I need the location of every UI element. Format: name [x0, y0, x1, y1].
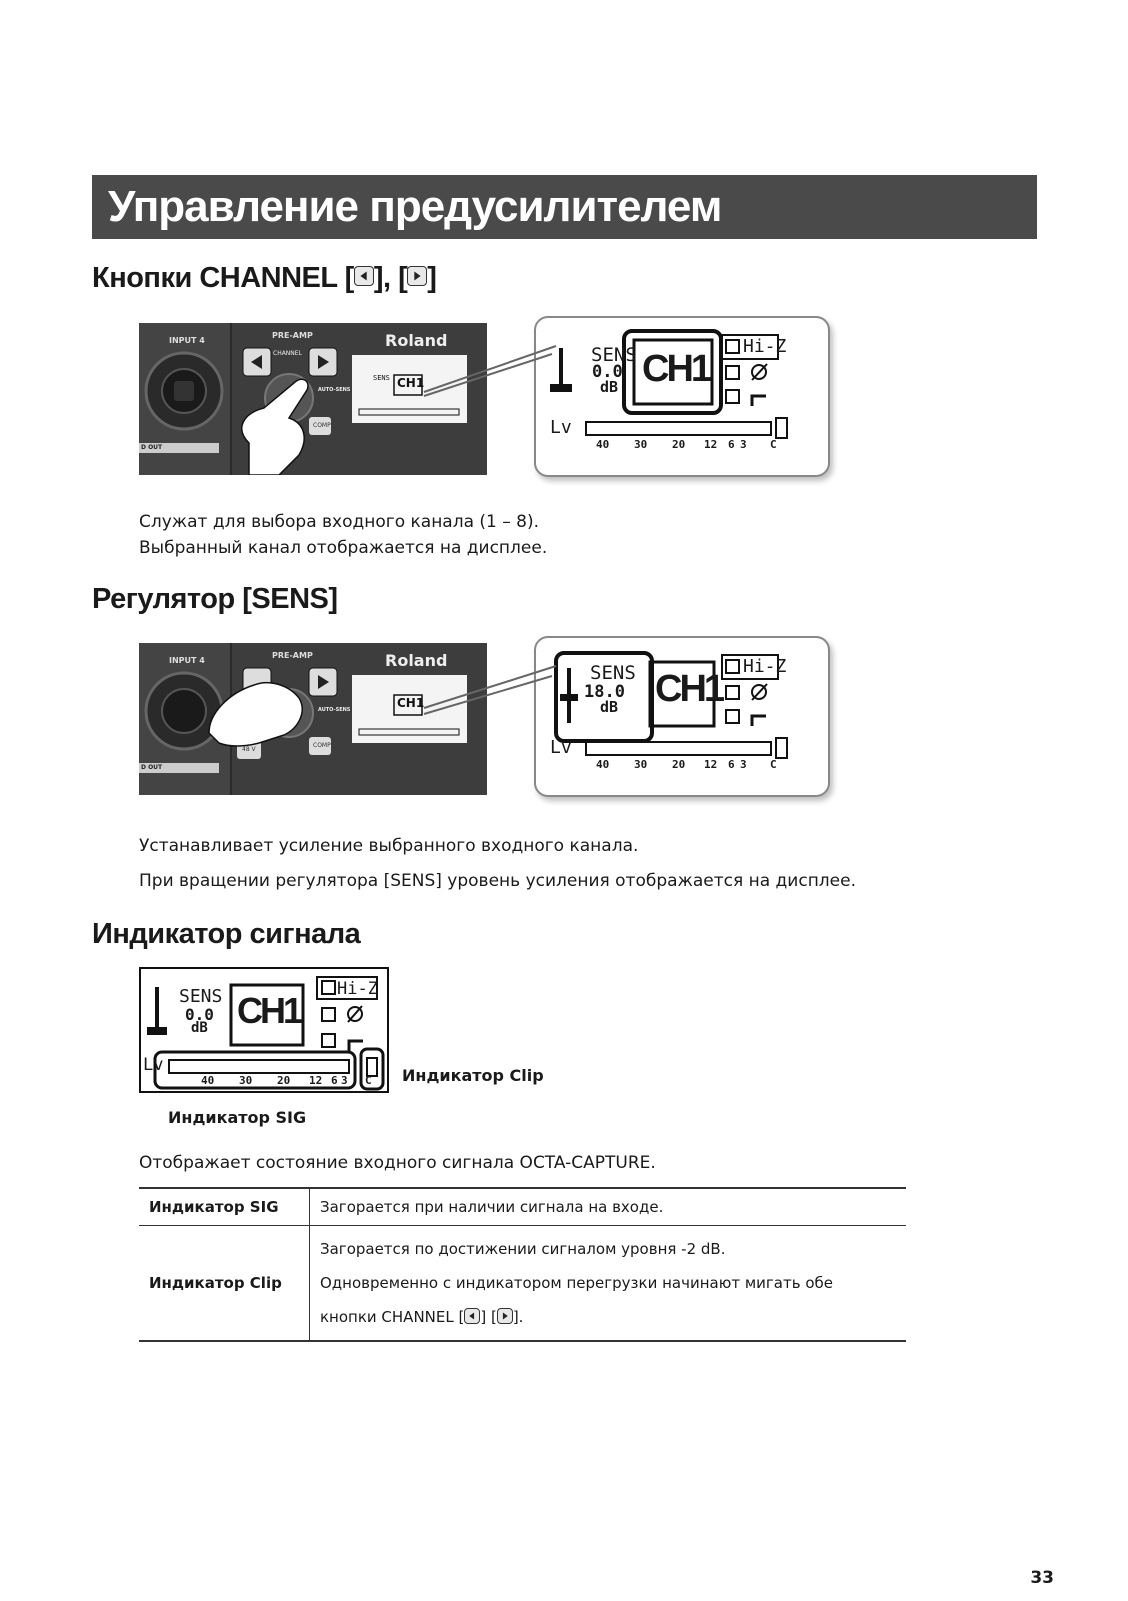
display-zoom-channel: [534, 316, 830, 477]
panel-preamp-label: PRE-AMP: [272, 331, 313, 340]
zoom2-lv: Lv: [550, 737, 572, 758]
zoom2-sens-unit: dB: [600, 698, 619, 716]
panel2-brand: Roland: [385, 651, 448, 670]
ind-sens-value: 0.0: [185, 1005, 214, 1024]
panel-input-label: INPUT 4: [169, 336, 205, 345]
zoom1-channel: CH1: [642, 348, 710, 390]
zoom2-scale-c: C: [770, 758, 777, 771]
clip-line-2: Одновременно с индикатором перегрузки начинают мигать обе: [320, 1274, 833, 1292]
ind-scale-30: 30: [239, 1074, 253, 1087]
channel-desc-1: Служат для выбора входного канала (1 – 8).: [139, 512, 540, 532]
ind-sens-label: SENS: [179, 986, 223, 1007]
zoom2-channel: CH1: [655, 668, 723, 710]
table-header-sig: Индикатор SIG: [139, 1188, 310, 1226]
zoom2-scale-40: 40: [596, 758, 610, 771]
ind-scale-6: 6: [331, 1074, 338, 1087]
channel-heading: [92, 262, 436, 295]
zoom1-sens-label: SENS: [591, 344, 637, 366]
channel-heading-end: ]: [427, 262, 437, 294]
ind-scale-40: 40: [201, 1074, 215, 1087]
table-header-clip: Индикатор Clip: [139, 1226, 310, 1342]
channel-left-key-icon: [354, 266, 374, 286]
zoom2-scale: [596, 758, 777, 771]
table-cell-sig: Загорается при наличии сигнала на входе.: [310, 1188, 907, 1226]
zoom2-hiz: Hi-Z: [743, 656, 787, 677]
ind-scale-3: 3: [341, 1074, 348, 1087]
clip-indicator-label: Индикатор Clip: [402, 1066, 544, 1085]
ind-hiz: Hi-Z: [337, 979, 378, 999]
channel-desc-2: Выбранный канал отображается на дисплее.: [139, 538, 548, 558]
zoom1-scale-6: 6: [728, 438, 735, 451]
zoom1-sens-unit: dB: [600, 378, 619, 396]
panel-out-label: D OUT: [141, 444, 163, 451]
sens-desc-2: При вращении регулятора [SENS] уровень усиления отображается на дисплее.: [139, 871, 856, 891]
channel-left-key-icon: [464, 1308, 480, 1324]
table-row: [139, 1188, 906, 1226]
table-row: [139, 1226, 906, 1342]
channel-heading-sep: ], [: [373, 262, 408, 294]
zoom1-scale-12: 12: [704, 438, 718, 451]
ind-channel: CH1: [237, 990, 301, 1031]
panel-comp-label: COMP: [313, 422, 331, 429]
channel-heading-text: Кнопки CHANNEL [: [92, 262, 354, 294]
panel2-comp-label: COMP: [313, 742, 331, 749]
zoom2-scale-12: 12: [704, 758, 718, 771]
page-title-bar: [92, 175, 1037, 239]
clip-line-3: [320, 1300, 896, 1334]
ind-scale-c: C: [365, 1074, 372, 1087]
table-cell-clip: [310, 1226, 907, 1342]
clip-line-3-suffix: ].: [512, 1308, 524, 1326]
page-number: 33: [1030, 1568, 1054, 1588]
panel-display-sens: SENS: [373, 374, 390, 382]
panel-channel-label: CHANNEL: [273, 350, 302, 357]
ind-lv: Lv: [143, 1055, 164, 1075]
zoom1-scale: [596, 438, 777, 451]
page-title: Управление предусилителем: [108, 182, 722, 231]
callout-line-1: [420, 340, 560, 400]
channel-right-key-icon: [407, 266, 427, 286]
ind-scale-20: 20: [277, 1074, 291, 1087]
sig-indicator-label: Индикатор SIG: [168, 1108, 307, 1127]
zoom2-sens-value: 18.0: [584, 682, 625, 702]
ind-sens-unit: dB: [191, 1020, 208, 1036]
sens-desc-1: Устанавливает усиление выбранного входного канала.: [139, 836, 639, 856]
panel-brand: Roland: [385, 331, 448, 350]
zoom1-scale-20: 20: [672, 438, 686, 451]
ind-scale-12: 12: [309, 1074, 323, 1087]
panel2-preamp-label: PRE-AMP: [272, 651, 313, 660]
zoom2-scale-30: 30: [634, 758, 648, 771]
zoom1-sens-value: 0.0: [592, 362, 623, 382]
panel2-phantom-label: 48 V: [242, 746, 256, 753]
clip-line-3-prefix: кнопки CHANNEL [: [320, 1308, 465, 1326]
zoom2-scale-20: 20: [672, 758, 686, 771]
zoom1-scale-40: 40: [596, 438, 610, 451]
zoom1-scale-30: 30: [634, 438, 648, 451]
zoom1-scale-3: 3: [740, 438, 747, 451]
panel-display-ch: CH1: [397, 376, 425, 390]
indicator-display: [139, 967, 389, 1093]
zoom1-hiz: Hi-Z: [743, 336, 787, 357]
zoom2-scale-6: 6: [728, 758, 735, 771]
panel2-autosens-label: AUTO-SENS: [318, 707, 351, 713]
zoom2-sens-label: SENS: [590, 662, 636, 684]
panel2-display-ch: CH1: [397, 696, 425, 710]
panel-autosens-label: AUTO-SENS: [318, 387, 351, 393]
ind-scale: [201, 1074, 372, 1087]
panel2-out-label: D OUT: [141, 764, 163, 771]
sens-heading: Регулятор [SENS]: [92, 583, 338, 615]
callout-line-2: [420, 660, 560, 720]
display-zoom-sens: [534, 636, 830, 797]
indicator-desc: Отображает состояние входного сигнала OCTA-CAPTURE.: [139, 1153, 656, 1173]
panel2-input-label: INPUT 4: [169, 656, 205, 665]
zoom1-scale-c: C: [770, 438, 777, 451]
clip-line-3-mid: ] [: [480, 1308, 497, 1326]
indicator-heading: Индикатор сигнала: [92, 918, 361, 950]
channel-right-key-icon: [497, 1308, 513, 1324]
indicator-table: [139, 1187, 906, 1342]
zoom1-lv: Lv: [550, 417, 572, 438]
zoom2-scale-3: 3: [740, 758, 747, 771]
clip-line-1: Загорается по достижении сигналом уровня -2 dB.: [320, 1240, 726, 1258]
